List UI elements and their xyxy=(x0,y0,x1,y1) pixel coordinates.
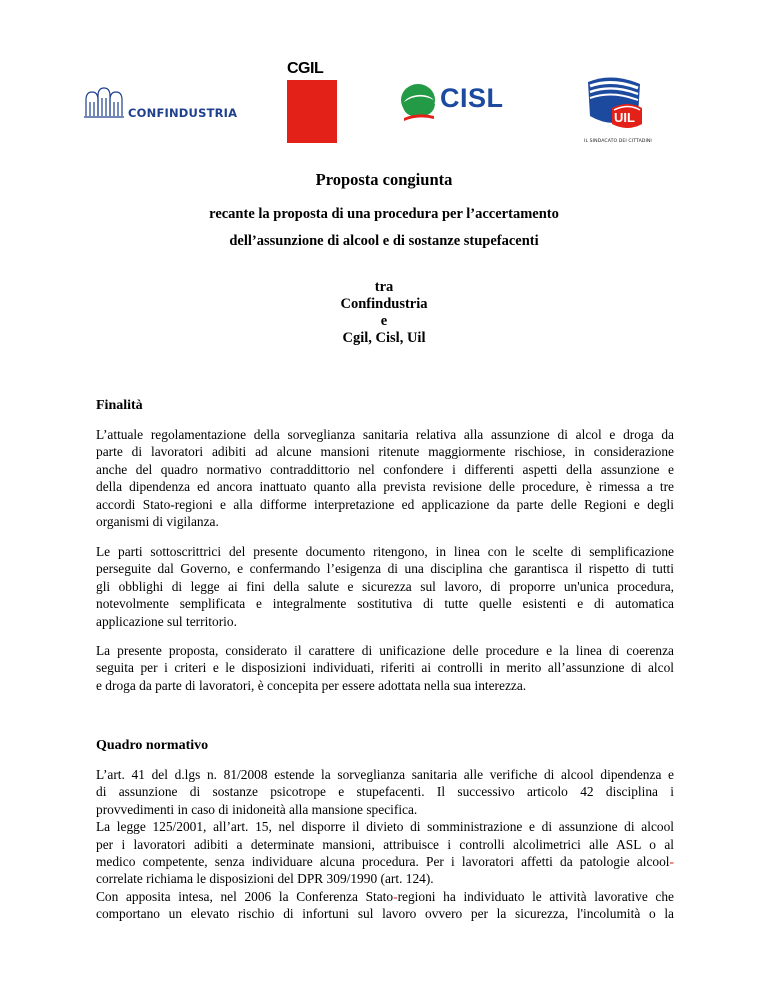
confindustria-wordmark: CONFINDUSTRIA xyxy=(128,106,238,120)
document-title: Proposta congiunta xyxy=(315,170,453,189)
document-subtitle-line-1: recante la proposta di una procedura per l’accertamento xyxy=(209,206,559,222)
text-line: La legge 125/2001, all’art. 15, nel disporre il divieto di somministrazione e di assunzione di alcool xyxy=(96,819,674,835)
text-line: La presente proposta, considerato il carattere di unificazione delle procedure e la linea di coerenza xyxy=(96,643,674,658)
text-line: di assunzione di sostanze psicotrope e stupefacenti. Il successivo articolo 42 disciplina i xyxy=(96,784,674,800)
paragraph xyxy=(96,642,674,694)
text-line: Le parti sottoscrittrici del presente documento ritengono, in linea con le scelte di semplificazione xyxy=(96,544,674,559)
text-line: correlate richiama le disposizioni del DPR 309/1990 (art. 124). xyxy=(96,871,434,887)
document-subtitle-line-2: dell’assunzione di alcool e di sostanze stupefacenti xyxy=(229,233,539,249)
cisl-emblem-icon xyxy=(400,82,438,122)
text-line: provvedimenti in caso di inidoneità alla mansione specifica. xyxy=(96,801,418,817)
parties-block xyxy=(0,279,768,347)
cgil-red-square xyxy=(287,80,337,143)
text-line: L’attuale regolamentazione della sorveglianza sanitaria relativa alla assunzione di alcol e droga da xyxy=(96,427,674,442)
text-line: perseguite dal Governo, e confermando l’esigenza di una disciplina che garantisca il rispetto di tutti xyxy=(96,561,674,577)
paragraph xyxy=(96,766,674,923)
hyphen-mark: - xyxy=(393,888,398,904)
uil-logo xyxy=(582,70,652,150)
text-line: anche del quadro normativo contraddittorio nel confondere i differenti aspetti della assunzione e xyxy=(96,461,674,477)
text-line: accordi Stato-regioni e alla difforme interpretazione ed applicazione da parte delle Regioni e degli xyxy=(96,496,674,512)
section-heading-quadro-normativo: Quadro normativo xyxy=(96,738,209,753)
uil-caption: IL SINDACATO DEI CITTADINI xyxy=(584,139,652,144)
confindustria-emblem-icon xyxy=(82,86,126,120)
paragraph xyxy=(96,543,674,630)
cgil-wordmark: CGIL xyxy=(287,60,324,77)
text-line: parte di lavoratori adibiti ad alcune mansioni ritenute maggiormente rischiose, in considerazione xyxy=(96,444,674,460)
text-line: L’art. 41 del d.lgs n. 81/2008 estende la sorveglianza sanitaria alle verifiche di alcool dipendenza e xyxy=(96,767,674,782)
section-heading-finalita: Finalità xyxy=(96,398,143,413)
text-line: applicazione sul territorio. xyxy=(96,613,237,629)
logo-bar xyxy=(0,60,768,150)
parties-line: e xyxy=(380,313,388,329)
text-line: gli obblighi di legge ai fini della salute e sicurezza sul lavoro, di proporre un'unica procedura, xyxy=(96,578,674,594)
paragraph xyxy=(96,426,674,530)
cgil-logo xyxy=(287,60,337,144)
text-line: organismi di vigilanza. xyxy=(96,514,219,530)
text-line: e droga da parte di lavoratori, è concepita per essere adottata nella sua interezza. xyxy=(96,677,527,693)
cisl-logo xyxy=(400,82,530,122)
parties-line: Confindustria xyxy=(340,296,428,312)
cisl-wordmark: CISL xyxy=(440,83,504,113)
text-line xyxy=(96,853,674,870)
uil-wordmark: UIL xyxy=(614,110,635,125)
text-line: seguita per i criteri e le disposizioni individuati, riferiti ai controlli in merito all’assunzione di alcol xyxy=(96,660,674,676)
text-line: per i lavoratori adibiti a determinate mansioni, attribuisce i controlli alcolimetrici alle ASL o al xyxy=(96,836,674,852)
text-fragment: regioni ha individuato le attività lavorative che xyxy=(397,888,674,904)
text-line: comportano un elevato rischio di infortuni sul lavoro ovvero per la sicurezza, l'incolumità o la xyxy=(96,906,674,922)
parties-line: tra xyxy=(374,279,394,295)
parties-line: Cgil, Cisl, Uil xyxy=(342,330,426,346)
text-line: notevolmente semplificata e integralmente sostitutiva di tutte quelle esistenti e di automatica xyxy=(96,596,674,612)
uil-emblem-icon xyxy=(582,70,646,136)
text-fragment: medico competente, senza individuare alcuna procedura. Per i lavoratori affetti da patologie alcool xyxy=(96,854,670,870)
text-line: della dipendenza ed ancora inattuato quanto alla prevista revisione delle procedure, è rimessa a tre xyxy=(96,479,674,495)
text-fragment: Con apposita intesa, nel 2006 la Conferenza Stato xyxy=(96,888,394,904)
hyphen-mark: - xyxy=(669,854,674,870)
text-line xyxy=(96,888,674,905)
confindustria-logo xyxy=(82,86,242,122)
